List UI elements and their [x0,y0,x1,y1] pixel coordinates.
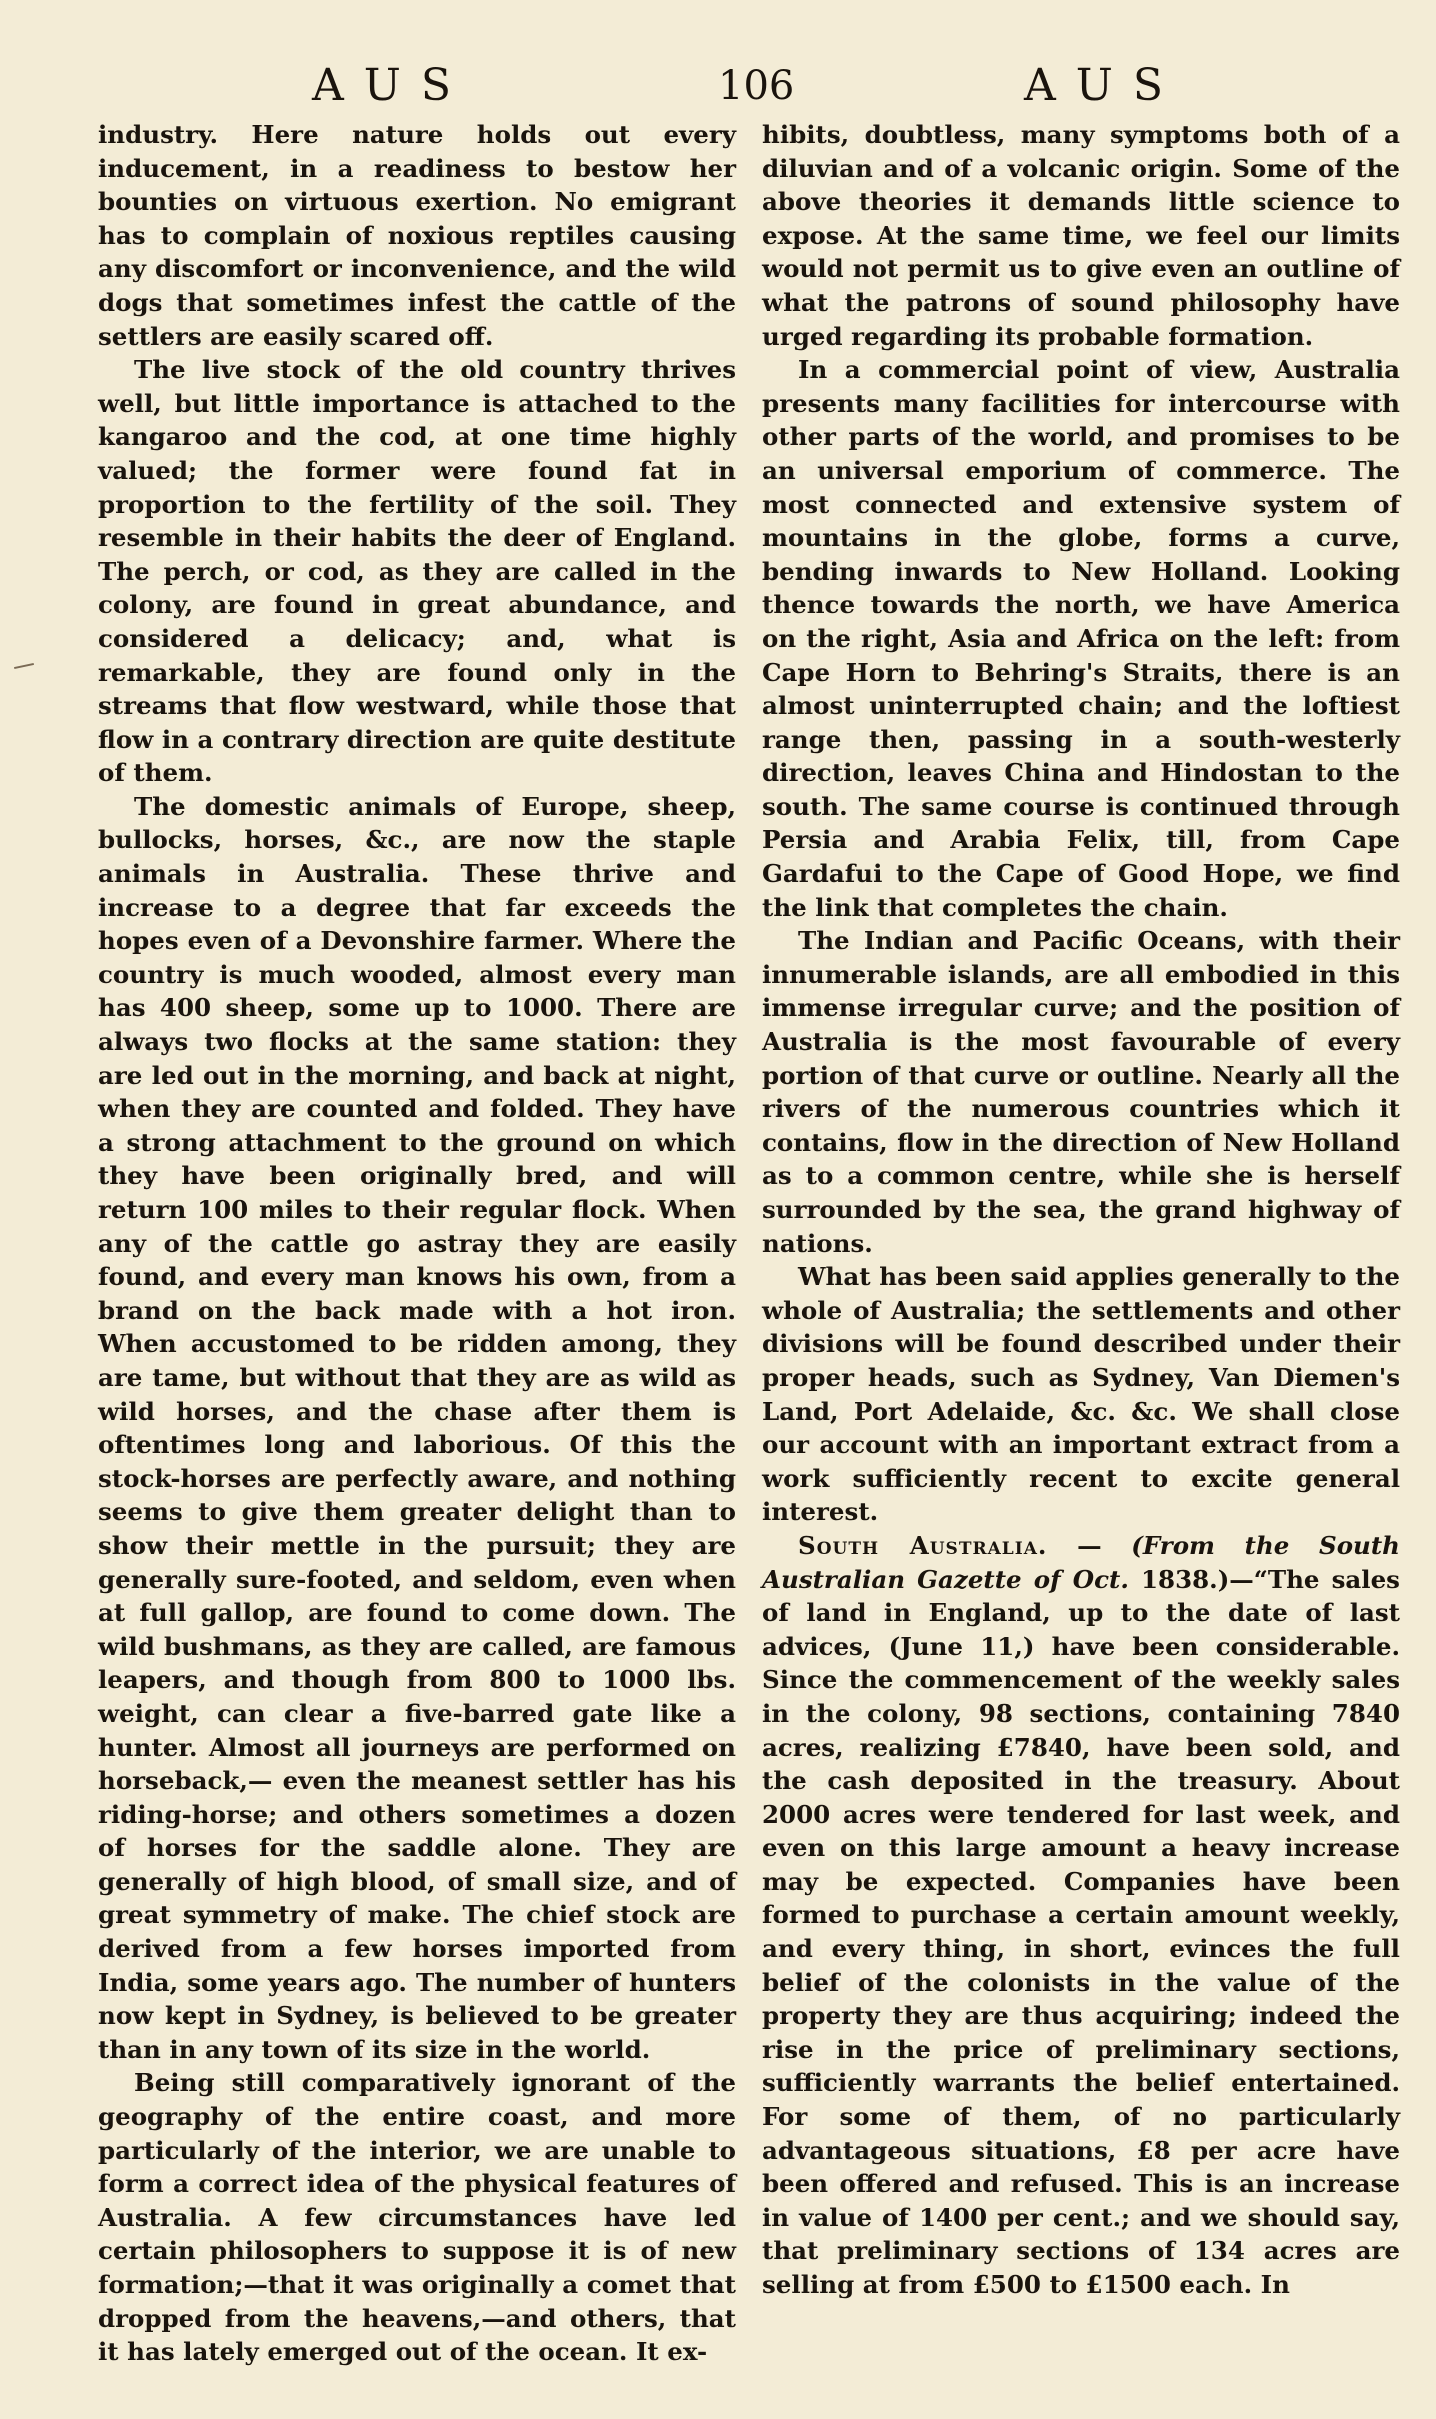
running-head-right: AUS [1024,60,1183,111]
paragraph: Being still comparatively ignorant of the geography of the entire coast, and more particularly of the interior, we are unable to form a correct idea of the physical features of Australia. A few circumstances have led certain philosophers to suppose it is of new formation;—that it was originally a comet that dropped from the heavens,—and others, that it has lately emerged out of the ocean. It ex- [98,2068,736,2367]
section-heading: South Australia. [798,1530,1048,1560]
running-head [98,60,1400,112]
paragraph: In a commercial point of view, Australia presents many facilities for intercourse with other parts of the world, and promises to be an universal emporium of commerce. The most connected and extensive system of mountains in the globe, forms a curve, bending inwards to New Holland. Looking thence towards the north, we have America on the right, Asia and Africa on the left: from Cape Horn to Behring's Straits, there is an almost uninterrupted chain; and the loftiest range then, passing in a south-westerly direction, leaves China and Hindostan to the south. The same course is continued through Persia and Arabia Felix, till, from Cape Gardafui to the Cape of Good Hope, we find the link that completes the chain. [762,355,1400,922]
heading-dash: — [1047,1530,1132,1560]
source-year: 1838.) [1128,1564,1230,1594]
source-citation: (From the South Australian Gazette of Oct. [762,1530,1401,1594]
left-column [98,118,736,2369]
south-australia-paragraph [762,1529,1400,2302]
paragraph: The domestic animals of Europe, sheep, bullocks, horses, &c., are now the staple animals in Australia. These thrive and increase to a degree that far exceeds the hopes even of a Devonshire farmer. Where the country is much wooded, almost every man has 400 sheep, some up to 1000. There are always two flocks at the same station: they are led out in the morning, and back at night, when they are counted and folded. They have a strong attachment to the ground on which they have been originally bred, and will return 100 miles to their regular flock. When any of the cattle go astray they are easily found, and every man knows his own, from a brand on the back made with a hot iron. When accustomed to be ridden among, they are tame, but without that they are as wild as wild horses, and the chase after them is oftentimes long and laborious. Of this the stock-horses are perfectly aware, and nothing seems to give them greater delight than to show their mettle in the pursuit; they are generally sure-footed, and seldom, even when at full gallop, are found to come down. The wild bushmans, as they are called, are famous leapers, and though from 800 to 1000 lbs. weight, can clear a five-barred gate like a hunter. Almost all journeys are performed on horseback,— even the meanest settler has his riding-horse; and others sometimes a dozen of horses for the saddle alone. They are generally of high blood, of small size, and of great symmetry of make. The chief stock are derived from a few horses imported from India, some years ago. The number of hunters now kept in Sydney, is believed to be greater than in any town of its size in the world. [98,791,736,2064]
margin-mark [14,663,34,669]
page-number: 106 [718,63,795,109]
paragraph: The live stock of the old country thrives well, but little importance is attached to the kangaroo and the cod, at one time highly valued; the former were found fat in proportion to the fertility of the soil. They resemble in their habits the deer of England. The perch, or cod, as they are called in the colony, are found in great abundance, and considered a delicacy; and, what is remarkable, they are found only in the streams that flow westward, while those that flow in a contrary direction are quite destitute of them. [98,355,736,788]
paragraph: What has been said applies generally to the whole of Australia; the settlements and other divisions will be found described under their proper heads, such as Sydney, Van Diemen's Land, Port Adelaide, &c. &c. We shall close our account with an important extract from a work sufficiently recent to excite general interest. [762,1262,1400,1527]
right-column [762,118,1400,2369]
paragraph: hibits, doubtless, many symptoms both of a diluvian and of a volcanic origin. Some of the above theories it demands little science to expose. At the same time, we feel our limits would not permit us to give even an outline of what the patrons of sound philosophy have urged regarding its probable formation. [762,120,1400,351]
quoted-text: —“The sales of land in England, up to the date of last advices, (June 11,) have been considerable. Since the commencement of the weekly sales in the colony, 98 sections, containing 7840 acres, realizing £7840, have been sold, and the cash deposited in the treasury. About 2000 acres were tendered for last week, and even on this large amount a heavy increase may be expected. Companies have been formed to purchase a certain amount weekly, and every thing, in short, evinces the full belief of the colonists in the value of the property they are thus acquiring; indeed the rise in the price of preliminary sections, sufficiently warrants the belief entertained. For some of them, of no particularly advantageous situations, £8 per acre have been offered and refused. This is an increase in value of 1400 per cent.; and we should say, that preliminary sections of 134 acres are selling at from £500 to £1500 each. In [762,1564,1400,2299]
text-columns [98,118,1400,2369]
paragraph: The Indian and Pacific Oceans, with their innumerable islands, are all embodied in this immense irregular curve; and the position of Australia is the most favourable of every portion of that curve or outline. Nearly all the rivers of the numerous countries which it contains, flow in the direction of New Holland as to a common centre, while she is herself surrounded by the sea, the grand highway of nations. [762,926,1400,1258]
running-head-left: AUS [312,60,471,111]
paragraph: industry. Here nature holds out every inducement, in a readiness to bestow her bounties on virtuous exertion. No emigrant has to complain of noxious reptiles causing any discomfort or inconvenience, and the wild dogs that sometimes infest the cattle of the settlers are easily scared off. [98,120,736,351]
